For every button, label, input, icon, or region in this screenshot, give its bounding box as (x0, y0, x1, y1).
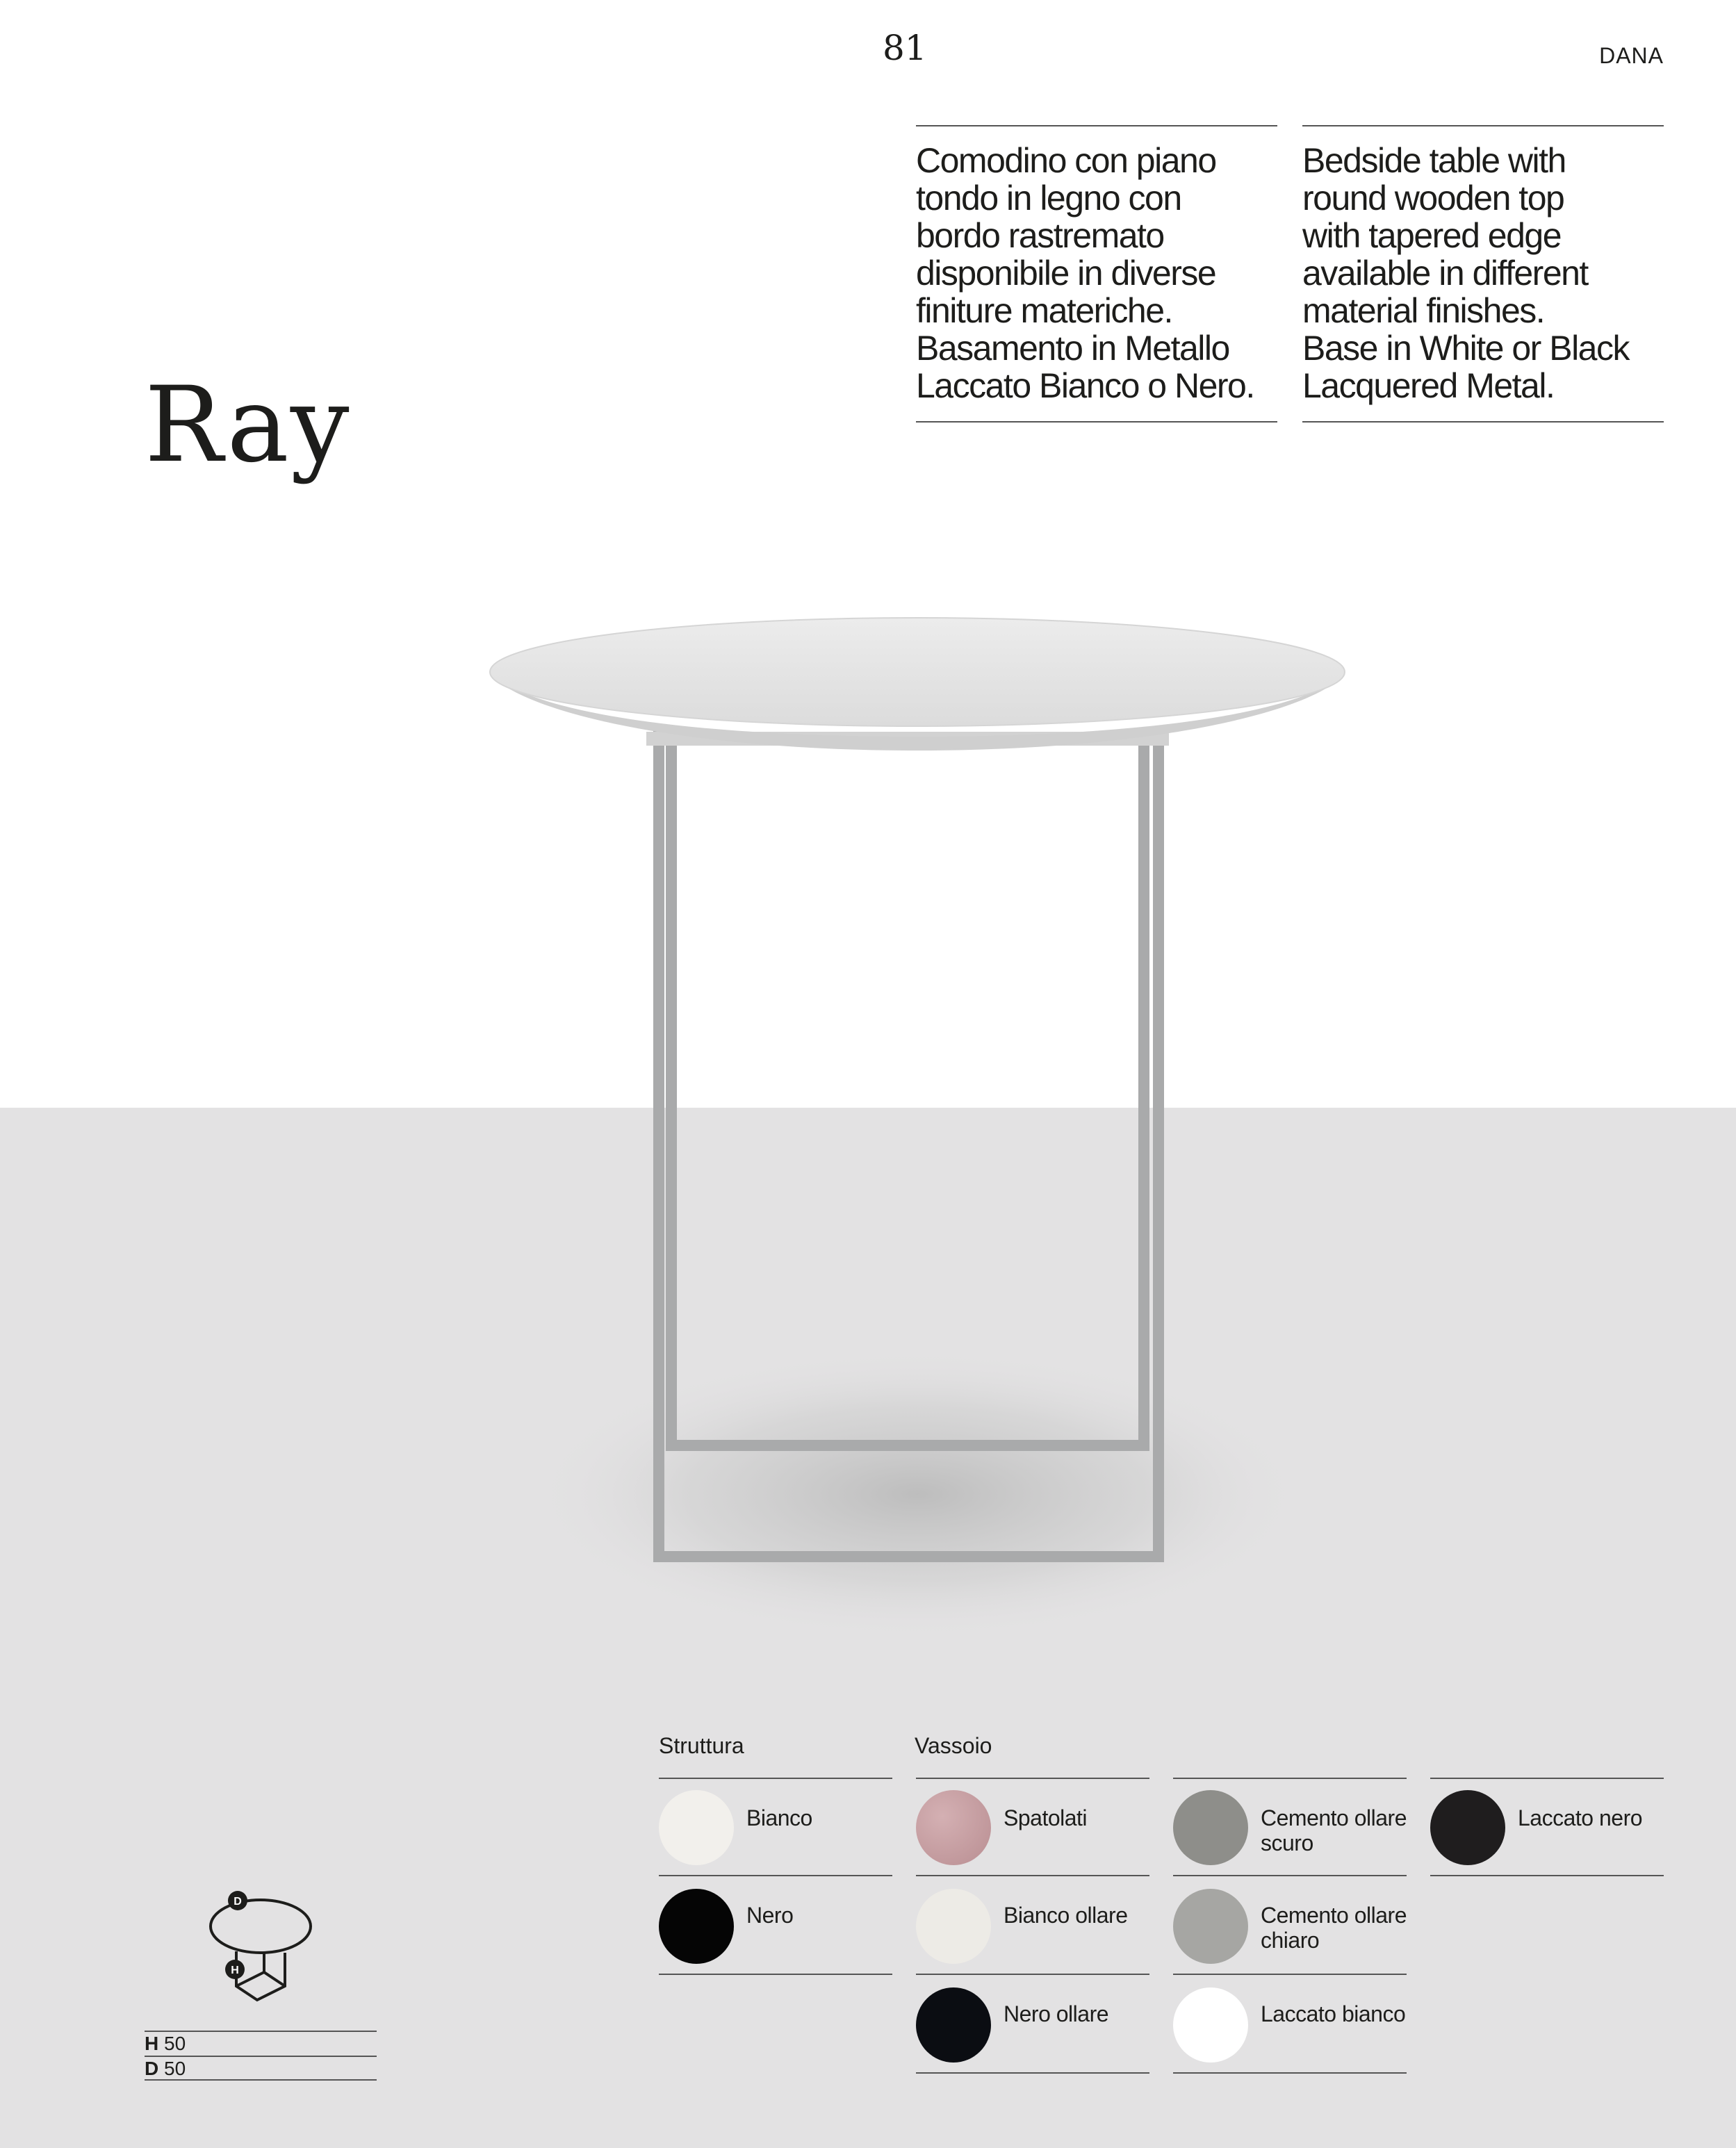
swatch-label: Spatolati (1004, 1805, 1088, 1830)
vassoio-label: Vassoio (915, 1733, 992, 1758)
swatch-vassoio-laccato-nero[interactable] (1430, 1778, 1664, 1876)
swatch-vassoio-laccato-bianco[interactable] (1173, 1975, 1407, 2074)
color-swatch (1173, 1790, 1248, 1865)
swatch-struttura-bianco[interactable] (659, 1778, 892, 1876)
description-line: Laccato Bianco o Nero. (916, 366, 1254, 405)
swatch-label: Bianco ollare (1004, 1903, 1128, 1928)
swatch-label: Laccato bianco (1261, 2001, 1406, 2026)
color-swatch (1173, 1889, 1248, 1964)
description-line: Base in White or Black (1302, 329, 1629, 368)
table-top (490, 618, 1345, 726)
description-line: Comodino con piano (916, 141, 1216, 180)
description-line: available in different (1302, 254, 1588, 293)
table-shadow (528, 1348, 1307, 1640)
brand-name: DANA (1599, 43, 1664, 68)
description-line: tondo in legno con (916, 179, 1181, 218)
description-italian (916, 125, 1277, 423)
height-marker: H (231, 1965, 239, 1976)
dimension-label: D (145, 2058, 159, 2079)
color-swatch (1173, 1987, 1248, 2063)
description-line: with tapered edge (1302, 216, 1562, 255)
swatch-label: Cemento ollare scuro (1261, 1805, 1407, 1855)
dimension-value: 50 (164, 2058, 186, 2079)
swatch-struttura-nero[interactable] (659, 1876, 892, 1975)
color-swatch (659, 1790, 734, 1865)
swatch-label: Cemento ollare chiaro (1261, 1903, 1407, 1953)
dimension-value: 50 (164, 2033, 186, 2054)
swatch-vassoio-cemento-ollare-chiaro[interactable] (1173, 1876, 1407, 1975)
swatch-vassoio-nero-ollare[interactable] (916, 1975, 1149, 2074)
swatch-label: Nero ollare (1004, 2001, 1109, 2026)
description-line: Lacquered Metal. (1302, 366, 1555, 405)
description-line: Bedside table with (1302, 141, 1566, 180)
depth-marker: D (234, 1896, 242, 1908)
swatch-vassoio-bianco-ollare[interactable] (916, 1876, 1149, 1975)
dimension-divider (145, 2079, 377, 2081)
swatch-label: Bianco (746, 1805, 812, 1830)
struttura-label: Struttura (659, 1733, 744, 1758)
description-line: Basamento in Metallo (916, 329, 1229, 368)
description-line: finiture materiche. (916, 291, 1172, 330)
color-swatch (916, 1889, 991, 1964)
page-number: 81 (883, 28, 927, 68)
dimension-label: H (145, 2033, 159, 2054)
description-english (1302, 125, 1664, 423)
description-line: round wooden top (1302, 179, 1564, 218)
description-line: material finishes. (1302, 291, 1545, 330)
swatch-label: Nero (746, 1903, 794, 1928)
swatch-label: Laccato nero (1518, 1805, 1643, 1830)
dimensions-diagram-icon (202, 1883, 320, 2008)
description-line: disponibile in diverse (916, 254, 1216, 293)
color-swatch (659, 1889, 734, 1964)
dimension-height-row (145, 2031, 377, 2056)
product-title: Ray (145, 365, 351, 486)
swatch-vassoio-cemento-ollare-scuro[interactable] (1173, 1778, 1407, 1876)
dimension-depth-row (145, 2056, 377, 2081)
swatch-vassoio-spatolati[interactable] (916, 1778, 1149, 1876)
bedside-table-image (445, 598, 1390, 1682)
color-swatch (916, 1987, 991, 2063)
description-line: bordo rastremato (916, 216, 1164, 255)
color-swatch (1430, 1790, 1505, 1865)
color-swatch (916, 1790, 991, 1865)
